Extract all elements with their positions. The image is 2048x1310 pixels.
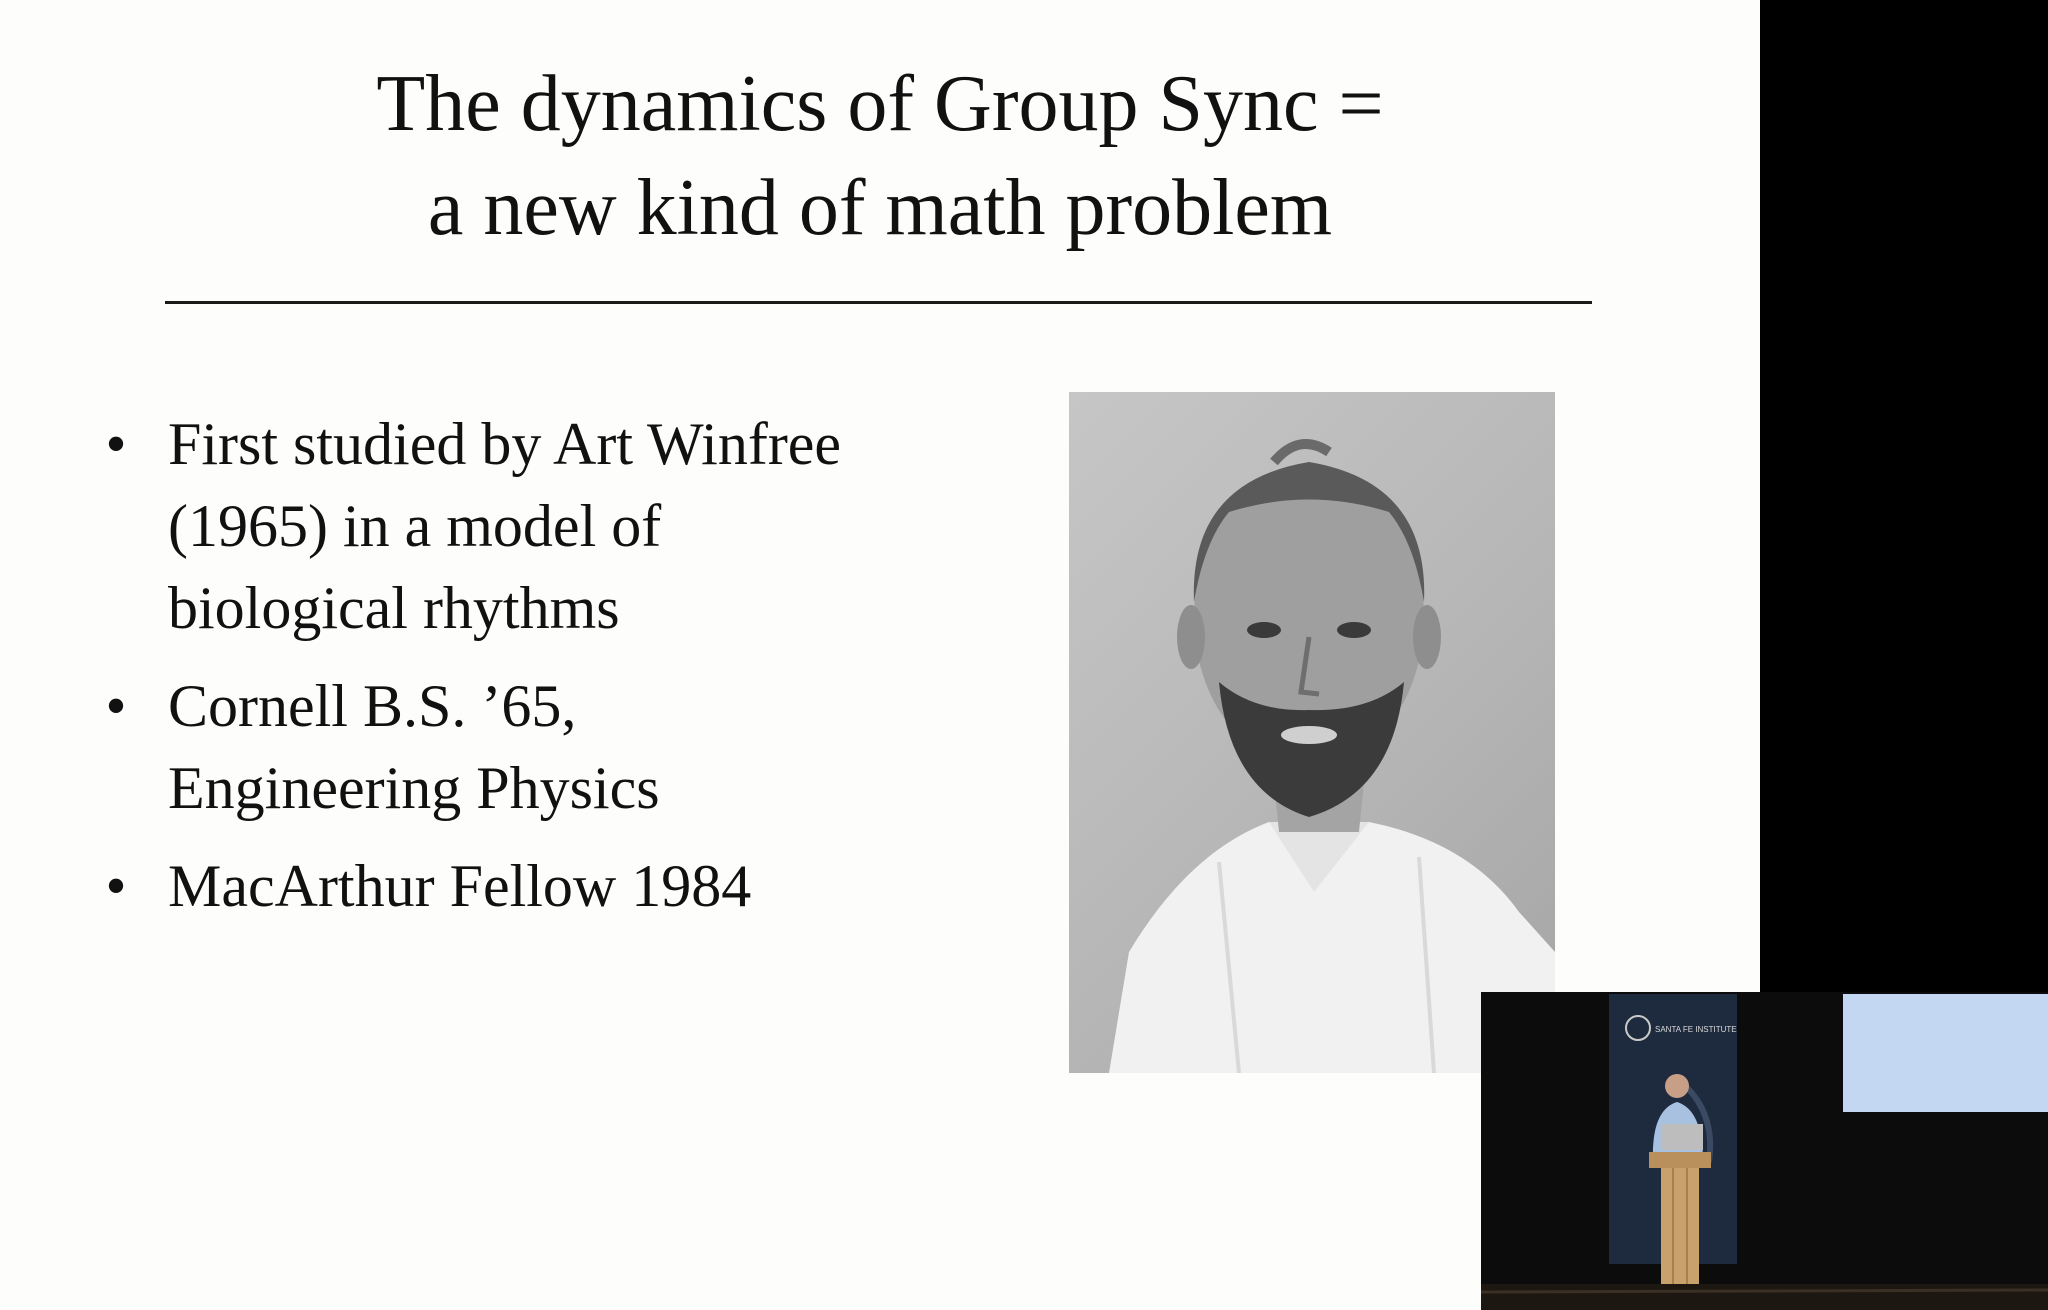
bullet-dot: • [105,673,127,739]
bullet-text-line: First studied by Art Winfree [168,411,842,477]
bullet-item-winfree [96,403,996,649]
bullet-list [96,403,996,943]
bullet-item-macarthur [96,845,996,927]
bullet-text-line: MacArthur Fellow 1984 [168,853,752,919]
title-divider [165,301,1592,304]
speaker-video [1481,992,2048,1310]
bullet-item-cornell [96,665,996,829]
bullet-text-line: Cornell B.S. ’65, [168,673,577,739]
slide-title-line-1: The dynamics of Group Sync = [376,60,1384,148]
slide-title [100,52,1660,260]
portrait-photo-icon [1069,392,1555,1073]
bullet-text-line: (1965) in a model of [168,493,662,559]
bullet-text-line: Engineering Physics [168,755,660,821]
bullet-dot: • [105,411,127,477]
speaker-video-icon [1481,992,2048,1310]
portrait-photo [1069,392,1555,1073]
banner-text: SANTA FE INSTITUTE [1655,1025,1737,1034]
bullet-text-line: biological rhythms [168,575,620,641]
bullet-dot: • [105,853,127,919]
slide-title-line-2: a new kind of math problem [427,164,1333,252]
